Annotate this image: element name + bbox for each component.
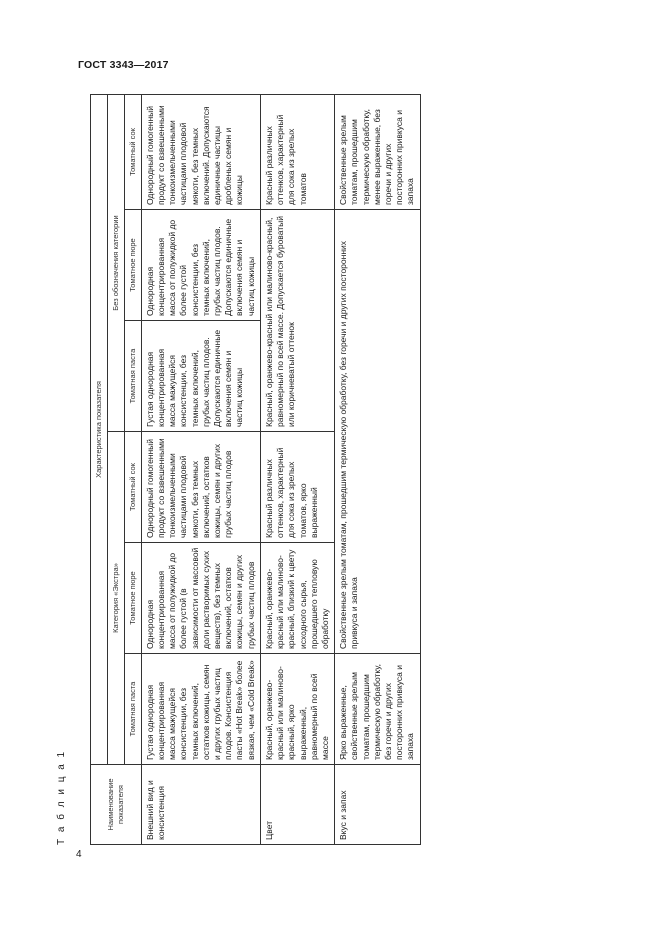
table-row: [335, 94, 421, 844]
header-indicator-name: Наименование показателя: [91, 765, 142, 845]
row-name-taste: Вкус и запах: [335, 765, 421, 845]
table-header-row: [107, 94, 124, 844]
document-header: ГОСТ 3343—2017: [78, 59, 169, 71]
row-name-appearance: Внешний вид и консистенция: [141, 765, 260, 845]
cell-appearance-puree: Однородная концентрированная масса от полужидкой до более густой консистенции, без темных включений, грубых частиц плодов. Допускаются единичные включения семян и частиц кожицы: [141, 210, 260, 321]
row-name-color: Цвет: [260, 765, 334, 845]
cell-color-juice-extra: Красный различных оттенков, характерный для сока из зрелых томатов, ярко выраженный: [260, 432, 334, 543]
cell-taste-merged: Свойственные зрелым томатам, прошедшим термическую обработку, без горечи и других посторонних привкуса и запаха: [335, 210, 421, 654]
cell-color-puree-extra: Красный, оранжево-красный или малиново-красный, близкий к цвету исходного сырья, прошедшего тепловую обработку: [260, 543, 334, 654]
table-row: [260, 94, 334, 844]
indicator-table: [90, 94, 421, 845]
page-number: 4: [76, 849, 82, 860]
header-characteristics: Характеристика показателя: [91, 94, 108, 764]
cell-appearance-puree-extra: Однородная концентрированная масса от полужидкой до более густой (в зависимости от массовой доли растворимых сухих веществ), без темных включений, остатков кожицы, семян и других грубых частиц плодов: [141, 543, 260, 654]
cell-appearance-juice-extra: Однородный гомогенный продукт со взвешенными тонкоизмельченными частицами плодовой мякоти, без темных включений, остатков кожицы, семян и других грубых частиц плодов: [141, 432, 260, 543]
cell-color-juice: Красный различных оттенков, характерный для сока из зрелых томатов: [260, 94, 334, 209]
cell-taste-juice: Свойственные зрелым томатам, прошедшим термическую обработку, менее выраженные, без горечи и других посторонних привкуса и запаха: [335, 94, 421, 209]
header-col-juice-extra: Томатный сок: [124, 432, 141, 543]
cell-appearance-paste-extra: Густая однородная концентрированная масса мажущейся консистенции, без темных включений, остатков кожицы, семян и других грубых частиц плодов. Консистенция пасты «Hot Break» более вязкая, чем «Cold Break»: [141, 654, 260, 765]
header-col-paste: Томатная паста: [124, 321, 141, 432]
table-caption: Т а б л и ц а 1: [56, 749, 67, 845]
header-no-category: Без обозначения категории: [107, 94, 124, 431]
header-col-juice: Томатный сок: [124, 94, 141, 209]
header-col-puree-extra: Томатное пюре: [124, 543, 141, 654]
cell-color-paste-puree: Красный, оранжево-красный или малиново-красный, равномерный по всей массе. Допускается буроватый или коричневатый оттенок: [260, 210, 334, 432]
cell-color-paste-extra: Красный, оранжево-красный или малиново-красный, ярко выраженный, равномерный по всей массе: [260, 654, 334, 765]
table-header-row: [124, 94, 141, 844]
table-header-row: [91, 94, 108, 844]
cell-appearance-juice: Однородный гомогенный продукт со взвешенными тонкоизмельченными частицами плодовой мякоти, без темных включений. Допускаются единичные частицы дробленых семян и кожицы: [141, 94, 260, 209]
rotated-table-area: [40, 95, 540, 845]
table-row: [141, 94, 260, 844]
header-col-puree: Томатное пюре: [124, 210, 141, 321]
cell-taste-paste-extra: Ярко выраженные, свойственные зрелым томатам, прошедшим термическую обработку, без горечи и других посторонних привкуса и запаха: [335, 654, 421, 765]
header-col-paste-extra: Томатная паста: [124, 654, 141, 765]
header-extra-category: Категория «Экстра»: [107, 432, 124, 765]
cell-appearance-paste: Густая однородная концентрированная масса мажущейся консистенции, без темных включений, грубых частиц плодов. Допускаются единичные включения семян и частиц кожицы: [141, 321, 260, 432]
